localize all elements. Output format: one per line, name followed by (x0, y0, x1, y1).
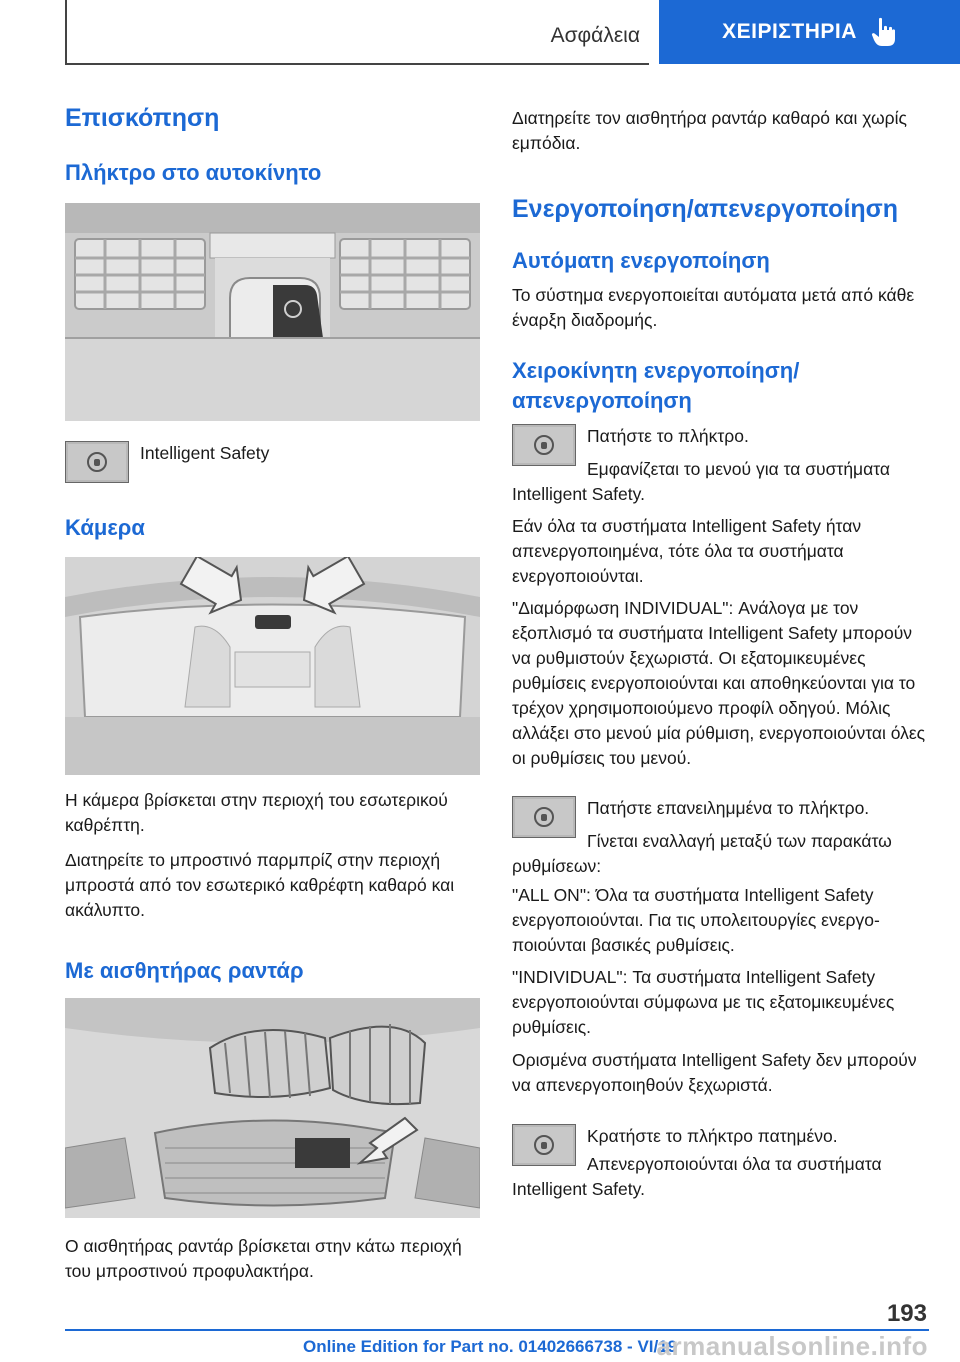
camera-figure (65, 557, 480, 775)
tab-controls[interactable] (659, 0, 960, 64)
dashboard-button-figure (65, 203, 480, 421)
section-title: Ασφάλεια (550, 24, 640, 47)
radar-location-text: Ο αισθητήρας ραντάρ βρίσκεται στην κάτω περιοχή του μπροστινού προφυλακτήρα. (65, 1236, 462, 1281)
camera-heading: Κάμερα (65, 515, 145, 540)
tab-controls-label: ΧΕΙΡΙΣΤΗΡΙΑ (722, 20, 857, 43)
radar-heading: Με αισθητήρας ραντάρ (65, 958, 304, 983)
step3-action: Κρατήστε το πλήκτρο πατημένο. (587, 1126, 838, 1146)
all-off-text: Εάν όλα τα συστήματα Intelligent Safety ήταν απενεργοποιημένα, τότε όλα τα συστήματα ενεργοποιούνται. (512, 516, 862, 586)
button-caption: Intelligent Safety (140, 443, 270, 463)
step3-result: Απενεργοποιούνται όλα τα συστήματα Intelligent Safety. (512, 1154, 882, 1199)
pointing-hand-icon (871, 17, 897, 47)
camera-keep-clean-text: Διατηρείτε το μπροστινό παρμπρίζ στην περιοχή μπροστά από τον εσωτερικό καθρέφτη καθαρό και ακάλυπτο. (65, 850, 455, 920)
page-number: 193 (886, 1300, 927, 1327)
camera-location-text: Η κάμερα βρίσκεται στην περιοχή του εσωτερικού καθρέπτη. (65, 790, 448, 835)
radar-keep-clean-text: Διατηρείτε τον αισθητήρα ραντάρ καθαρό και χωρίς εμπόδια. (512, 108, 907, 153)
watermark: armanualsonline.info (656, 1331, 928, 1361)
all-on-text: "ALL ON": Όλα τα συστήματα Intelligent Safety ενεργοποιούνται. Για τις υπολειτουργίες ενεργοποιούνται βασικές ρυθμίσεις. (512, 885, 880, 955)
button-in-car-heading: Πλήκτρο στο αυτοκίνητο (65, 160, 322, 185)
intelligent-safety-button-icon (65, 441, 129, 483)
step1-result: Εμφανίζεται το μενού για τα συστήματα Intelligent Safety. (512, 459, 891, 504)
manual-activation-heading: Χειροκίνητη ενεργοποίηση/απενεργοποίηση (512, 358, 800, 413)
step1-action: Πατήστε το πλήκτρο. (587, 426, 749, 446)
auto-activation-heading: Αυτόματη ενεργοποίηση (512, 248, 770, 273)
header-rule-left (65, 0, 67, 64)
edition-text: Online Edition for Part no. 01402666738 - VI/19 (303, 1337, 678, 1356)
step2-result: Γίνεται εναλλαγή μεταξύ των παρακάτω ρυθμίσεων: (512, 831, 892, 876)
overview-title: Επισκόπηση (65, 104, 220, 132)
some-systems-text: Ορισμένα συστήματα Intelligent Safety δεν μπορούν να απενεργοποιηθούν ξεχωριστά. (512, 1050, 917, 1095)
header-rule-bottom (65, 63, 649, 65)
radar-sensor-figure (65, 998, 480, 1218)
individual-config-text: "Διαμόρφωση INDIVIDUAL": Ανάλογα με τον εξοπλισμό τα συστήματα Intelligent Safety μπορούν να ρυθμιστούν ξεχωριστά. Οι εξατομικευμένες ρυθμίσεις ενεργοποιούνται και αποθηκεύονται για το τρέχον χρησιμοποιούμενο προφίλ οδηγού. Μόλις αλλάξει στο μενού μία ρύθμιση, ενεργοποιούνται όλες οι ρυθμίσεις του μενού. (512, 598, 926, 768)
auto-activation-text: Το σύστημα ενεργοποιείται αυτόματα μετά από κάθε έναρξη διαδρομής. (512, 285, 915, 330)
individual-text: "INDIVIDUAL": Τα συστήματα Intelligent Safety ενεργοποιούνται σύμφωνα με τις εξατομικευμένες ρυθμίσεις. (512, 967, 895, 1037)
step2-action: Πατήστε επανειλημμένα το πλήκτρο. (587, 798, 870, 818)
activation-title: Ενεργοποίηση/απενεργοποίηση (512, 195, 899, 223)
